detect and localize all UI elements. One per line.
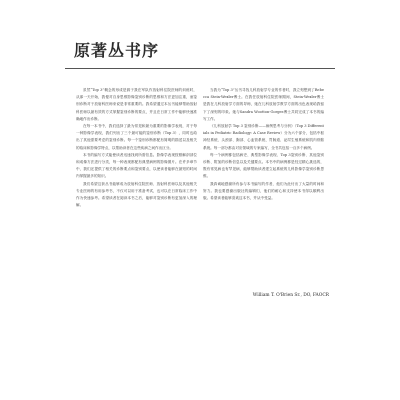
right-paragraph-1: 当我为“Top 3”丛书寻找儿科放射学专业的作者时，我立刻想到了Rebecca Stein-Wexler博士。在我任放射科住院医师期间，Stein-Wexler博士是我在儿科放射学方面的导师，她在儿科放射学教学方面的出色表现给我留下了深刻的印象。她与Sandra Wootton-Gorges博士共同完成了本书的编写工作。 <box>203 88 324 121</box>
right-paragraph-3: 每一个病例都包括病史、典型影像学表现、Top 3鉴别诊断、其他鉴别诊断、附加的诊断信息以及关键要点。本书中的病例都是经过精心挑选的，既有常见病也有罕见病，能够帮助读者建立起系统的儿科影像学鉴别诊断思维。 <box>203 152 324 179</box>
left-paragraph-1: 虽然“Top 3”概念的形成是源于我在军队作放射科住院医师的训练时，从那一天开始，我便对自身思维影像鉴别诊断的思维和方法更加注重，而鉴别诊断对于放射科医师来说是非常重要的。我希望通过本丛书能够帮助放射科医师以最有效的方式掌握鉴别诊断的要点，并且在日常工作中能够快速准确地作出诊断。 <box>76 88 197 121</box>
left-paragraph-2: 在每一本书中，我们选择了最为常见和最为重要的影像学表现，对于每一种影像学表现，我们列出了三个最可能的鉴别诊断（Top 3），同时也给出了其他需要考虑的鉴别诊断。每一个鉴别诊断都配有简明的描述以及相关的临床和影像学特点，以帮助读者在这些疾病之间作出区分。 <box>76 124 197 150</box>
left-text-column <box>76 87 197 327</box>
left-paragraph-3: 本书的编写方式能使读者迅速找到所需信息。影像学表现按照解剖部位和成像方法进行分类，每一种表现都配有典型病例的影像图片。在许多章节中，我们还提供了相关的诊断要点和鉴别要点，以使读者能够在最短的时间内掌握最多的知识。 <box>76 152 197 179</box>
right-text-column <box>203 87 324 327</box>
page-title: 原著丛书序 <box>74 41 160 60</box>
author-signature: William T. O'Brien Sr., DO, FAOCR <box>252 293 329 298</box>
left-paragraph-4: 我们希望这套丛书能够成为放射科住院医师、放射科医师以及其他相关专业医师的有用参考书，不仅可以用于准备考试，也可以在日常临床工作中作为快速参考。希望读者在阅读本书之后，能够对鉴别诊断有更加深入的理解。 <box>76 181 197 208</box>
right-paragraph-4: 我真诚地感谢所有参与本书编写的作者，他们为此付出了大量的时间和努力。我也要感谢出版社的编辑们，他们的耐心和支持使本书得以顺利出版。希望读者能够喜欢这本书，并从中受益。 <box>203 181 324 201</box>
title-divider <box>65 68 335 69</box>
right-paragraph-2: 《儿科放射学 Top 3 鉴别诊断——病例思考与分析》（Top 3 Differentials in Pediatric Radiology: A Case Review）分为六个部分，包括中枢神经系统、头颈部、胸部、心血管系统、胃肠道、泌尿生殖系统和肌肉骨骼系统。每一部分都由对应领域的专家编写，全书共包括一百多个病例。 <box>203 124 324 150</box>
